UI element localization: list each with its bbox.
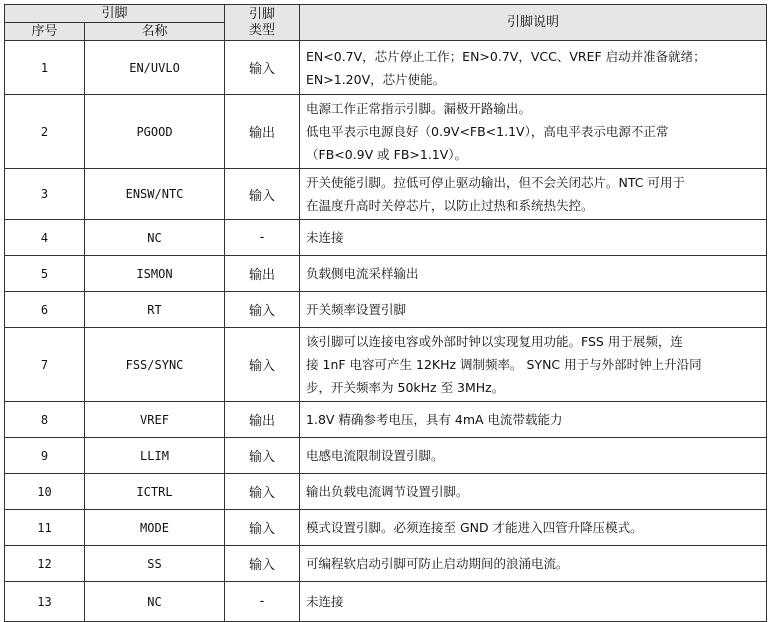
table-row bbox=[5, 256, 767, 292]
description-line: 步，开关频率为 50kHz 至 3MHz。 bbox=[306, 380, 505, 395]
pin-description-table bbox=[4, 4, 767, 622]
table-row bbox=[5, 169, 767, 220]
pin-number: 6 bbox=[5, 292, 85, 328]
description-line: 模式设置引脚。必须连接至 GND 才能进入四管升降压模式。 bbox=[306, 520, 643, 535]
pin-description bbox=[300, 328, 767, 402]
pin-number: 2 bbox=[5, 95, 85, 169]
pin-name: LLIM bbox=[85, 438, 225, 474]
description-line: 可编程软启动引脚可防止启动期间的浪涌电流。 bbox=[306, 556, 569, 571]
pin-name: RT bbox=[85, 292, 225, 328]
description-line: 未连接 bbox=[306, 594, 344, 609]
pin-name: MODE bbox=[85, 510, 225, 546]
pin-number: 9 bbox=[5, 438, 85, 474]
pin-description bbox=[300, 95, 767, 169]
pin-number: 3 bbox=[5, 169, 85, 220]
pin-type: - bbox=[225, 220, 300, 256]
description-line: 电感电流限制设置引脚。 bbox=[306, 448, 444, 463]
pin-number: 1 bbox=[5, 41, 85, 95]
description-line: 在温度升高时关停芯片，以防止过热和系统热失控。 bbox=[306, 198, 594, 213]
description-line: 低电平表示电源良好（0.9V<FB<1.1V），高电平表示电源不正常 bbox=[306, 124, 669, 139]
pin-type: 输入 bbox=[225, 328, 300, 402]
pin-description bbox=[300, 438, 767, 474]
pin-type: 输入 bbox=[225, 510, 300, 546]
pin-description bbox=[300, 402, 767, 438]
pin-rows bbox=[5, 41, 767, 622]
table-row bbox=[5, 95, 767, 169]
pin-type: - bbox=[225, 582, 300, 622]
pin-name: VREF bbox=[85, 402, 225, 438]
table-row bbox=[5, 220, 767, 256]
table-row bbox=[5, 402, 767, 438]
pin-number: 5 bbox=[5, 256, 85, 292]
pin-description bbox=[300, 582, 767, 622]
pin-type: 输出 bbox=[225, 402, 300, 438]
header-pin-description: 引脚说明 bbox=[300, 5, 767, 41]
header-name: 名称 bbox=[85, 23, 225, 41]
description-line: 开关频率设置引脚 bbox=[306, 302, 407, 317]
description-line: 该引脚可以连接电容或外部时钟以实现复用功能。FSS 用于展频，连 bbox=[306, 334, 683, 349]
header-pin-type-line2: 类型 bbox=[249, 22, 276, 38]
table-row bbox=[5, 41, 767, 95]
pin-description bbox=[300, 546, 767, 582]
pin-name: ISMON bbox=[85, 256, 225, 292]
table-row bbox=[5, 328, 767, 402]
description-line: EN<0.7V，芯片停止工作；EN>0.7V，VCC、VREF 启动并准备就绪； bbox=[306, 48, 706, 64]
pin-description bbox=[300, 292, 767, 328]
pin-name: EN/UVLO bbox=[85, 41, 225, 95]
pin-name: ICTRL bbox=[85, 474, 225, 510]
pin-type: 输出 bbox=[225, 256, 300, 292]
pin-description bbox=[300, 169, 767, 220]
pin-name: FSS/SYNC bbox=[85, 328, 225, 402]
pin-name: NC bbox=[85, 582, 225, 622]
description-line: 未连接 bbox=[306, 230, 344, 245]
table-row bbox=[5, 292, 767, 328]
pin-description bbox=[300, 474, 767, 510]
description-line: EN>1.20V，芯片使能。 bbox=[306, 71, 446, 87]
pin-number: 11 bbox=[5, 510, 85, 546]
description-line: 1.8V 精确参考电压，具有 4mA 电流带载能力 bbox=[306, 412, 563, 427]
header-pin-group: 引脚 bbox=[5, 5, 225, 23]
description-line: 电源工作正常指示引脚。漏极开路输出。 bbox=[306, 101, 532, 116]
pin-description bbox=[300, 41, 767, 95]
pin-number: 13 bbox=[5, 582, 85, 622]
pin-type: 输入 bbox=[225, 41, 300, 95]
pin-number: 10 bbox=[5, 474, 85, 510]
description-line: （FB<0.9V 或 FB>1.1V）。 bbox=[306, 147, 468, 162]
pin-type: 输入 bbox=[225, 438, 300, 474]
pin-description bbox=[300, 220, 767, 256]
pin-description bbox=[300, 510, 767, 546]
table-row bbox=[5, 474, 767, 510]
pin-type: 输入 bbox=[225, 474, 300, 510]
description-line: 接 1nF 电容可产生 12KHz 调制频率。 SYNC 用于与外部时钟上升沿同 bbox=[306, 357, 702, 372]
header-seq: 序号 bbox=[5, 23, 85, 41]
pin-description bbox=[300, 256, 767, 292]
description-line: 输出负载电流调节设置引脚。 bbox=[306, 484, 469, 499]
pin-name: PGOOD bbox=[85, 95, 225, 169]
pin-type: 输入 bbox=[225, 169, 300, 220]
pin-number: 8 bbox=[5, 402, 85, 438]
pin-name: NC bbox=[85, 220, 225, 256]
pin-name: ENSW/NTC bbox=[85, 169, 225, 220]
pin-type: 输入 bbox=[225, 292, 300, 328]
pin-number: 7 bbox=[5, 328, 85, 402]
description-line: 负载侧电流采样输出 bbox=[306, 266, 419, 281]
pin-type: 输出 bbox=[225, 95, 300, 169]
description-line: 开关使能引脚。拉低可停止驱动输出，但不会关闭芯片。NTC 可用于 bbox=[306, 175, 685, 190]
table-row bbox=[5, 546, 767, 582]
table-row bbox=[5, 438, 767, 474]
table-row bbox=[5, 510, 767, 546]
pin-number: 4 bbox=[5, 220, 85, 256]
pin-type: 输入 bbox=[225, 546, 300, 582]
pin-name: SS bbox=[85, 546, 225, 582]
pin-number: 12 bbox=[5, 546, 85, 582]
header-pin-type-line1: 引脚 bbox=[249, 6, 276, 22]
table-row bbox=[5, 582, 767, 622]
header-pin-type bbox=[225, 5, 300, 41]
